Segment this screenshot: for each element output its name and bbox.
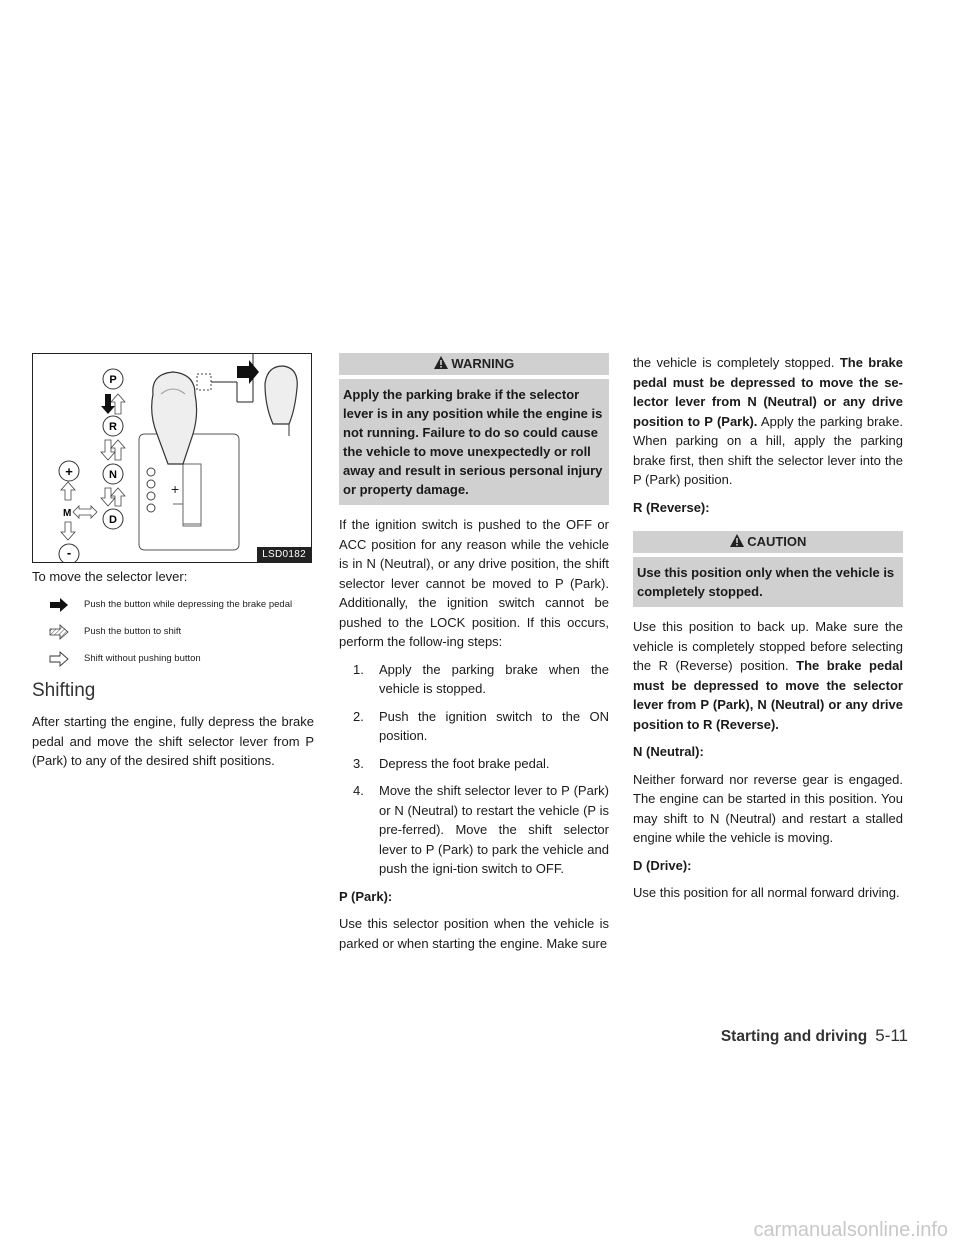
shift-lever-diagram [33, 354, 311, 562]
gear-label-n: N [109, 469, 117, 481]
shift-selector-figure [32, 353, 312, 563]
neutral-heading: N (Neutral): [633, 744, 704, 759]
page-number: 5-11 [875, 1026, 908, 1045]
park-paragraph-continued: the vehicle is completely stopped. The brake pedal must be depressed to move the se-lector lever from N (Neutral) or any drive position to P (Park). Apply the parking brake. When parking on a hill, apply the parking brake first, then shift the selector lever into the P (Park) position. [633, 355, 903, 487]
section-title: Shifting [32, 680, 96, 701]
figure-code: LSD0182 [257, 547, 311, 562]
legend-item [48, 597, 310, 618]
caution-icon [730, 532, 744, 554]
list-item: 2. Push the ignition switch to the ON position. [353, 708, 609, 743]
left-column [32, 712, 314, 779]
warning-icon [434, 354, 448, 376]
park-heading: P (Park): [339, 888, 393, 904]
gear-label-d: D [109, 514, 117, 526]
legend-item [48, 651, 310, 672]
ignition-paragraph: If the ignition switch is pushed to the OFF or ACC position for any reason while the vehicle is in N (Neutral), or any drive position, the shift selector lever cannot be moved to P (Park). Additionally, the ignition switch cannot be pushed to the LOCK position. If this occurs, perform the follow-ing steps: [339, 517, 609, 649]
middle-column [339, 353, 609, 961]
park-paragraph-start: Use this selector position when the vehicle is parked or when starting the engine. Make sure [339, 916, 609, 951]
list-item: 1. Apply the parking brake when the vehicle is stopped. [353, 661, 609, 696]
gear-label-r: R [109, 421, 117, 433]
gear-label-plus: + [65, 464, 73, 479]
list-item: 3. Depress the foot brake pedal. [353, 755, 550, 771]
right-column [633, 353, 903, 911]
gear-label-minus: - [66, 545, 72, 560]
legend-text: Push the button to shift [84, 626, 182, 637]
warning-box [339, 353, 609, 505]
steps-list [339, 660, 609, 879]
reverse-heading: R (Reverse): [633, 499, 710, 515]
gear-label-m: M [63, 508, 72, 519]
figure-caption: To move the selector lever: [32, 569, 188, 584]
caution-body: Use this position only when the vehicle is completely stopped. [633, 557, 903, 607]
hatched-arrow-icon [48, 624, 70, 645]
caution-title: CAUTION [633, 531, 903, 553]
reverse-paragraph: Use this position to back up. Make sure the vehicle is completely stopped before selecting the R (Reverse) position. The brake pedal must be depressed to move the selector lever from P (Park), N (Neutral) or any drive position to R (Reverse). [633, 619, 903, 732]
solid-arrow-icon [48, 597, 70, 618]
page-footer [721, 1026, 908, 1046]
drive-paragraph: Use this position for all normal forward driving. [633, 885, 900, 900]
gear-label-p: P [109, 374, 117, 386]
warning-title: WARNING [339, 353, 609, 375]
list-item: 4. Move the shift selector lever to P (Park) or N (Neutral) to restart the vehicle (P is pre-ferred). Move the shift selector lever to P (Park) to park the vehicle and push the igni-tion switch to OFF. [353, 783, 609, 876]
outline-arrow-icon [48, 651, 70, 672]
neutral-paragraph: Neither forward nor reverse gear is engaged. The engine can be started in this position. You may shift to N (Neutral) and restart a stalled engine while the vehicle is moving. [633, 771, 903, 845]
figure-legend [48, 597, 310, 678]
watermark: carmanualsonline.info [753, 1219, 948, 1241]
caution-box [633, 531, 903, 607]
warning-body: Apply the parking brake if the selector lever is in any position while the engine is not running. Failure to do so could cause the vehicle to move unexpectedly or roll away and result in serious personal injury or property damage. [339, 379, 609, 505]
shifting-paragraph: After starting the engine, fully depress the brake pedal and move the shift selector lever from P (Park) to any of the desired shift positions. [32, 714, 314, 768]
drive-heading: D (Drive): [633, 857, 692, 873]
svg-text:+: + [171, 481, 180, 497]
legend-text: Shift without pushing button [84, 653, 201, 664]
legend-text: Push the button while depressing the brake pedal [84, 599, 293, 610]
legend-item [48, 624, 310, 645]
footer-title: Starting and driving [720, 1028, 868, 1045]
